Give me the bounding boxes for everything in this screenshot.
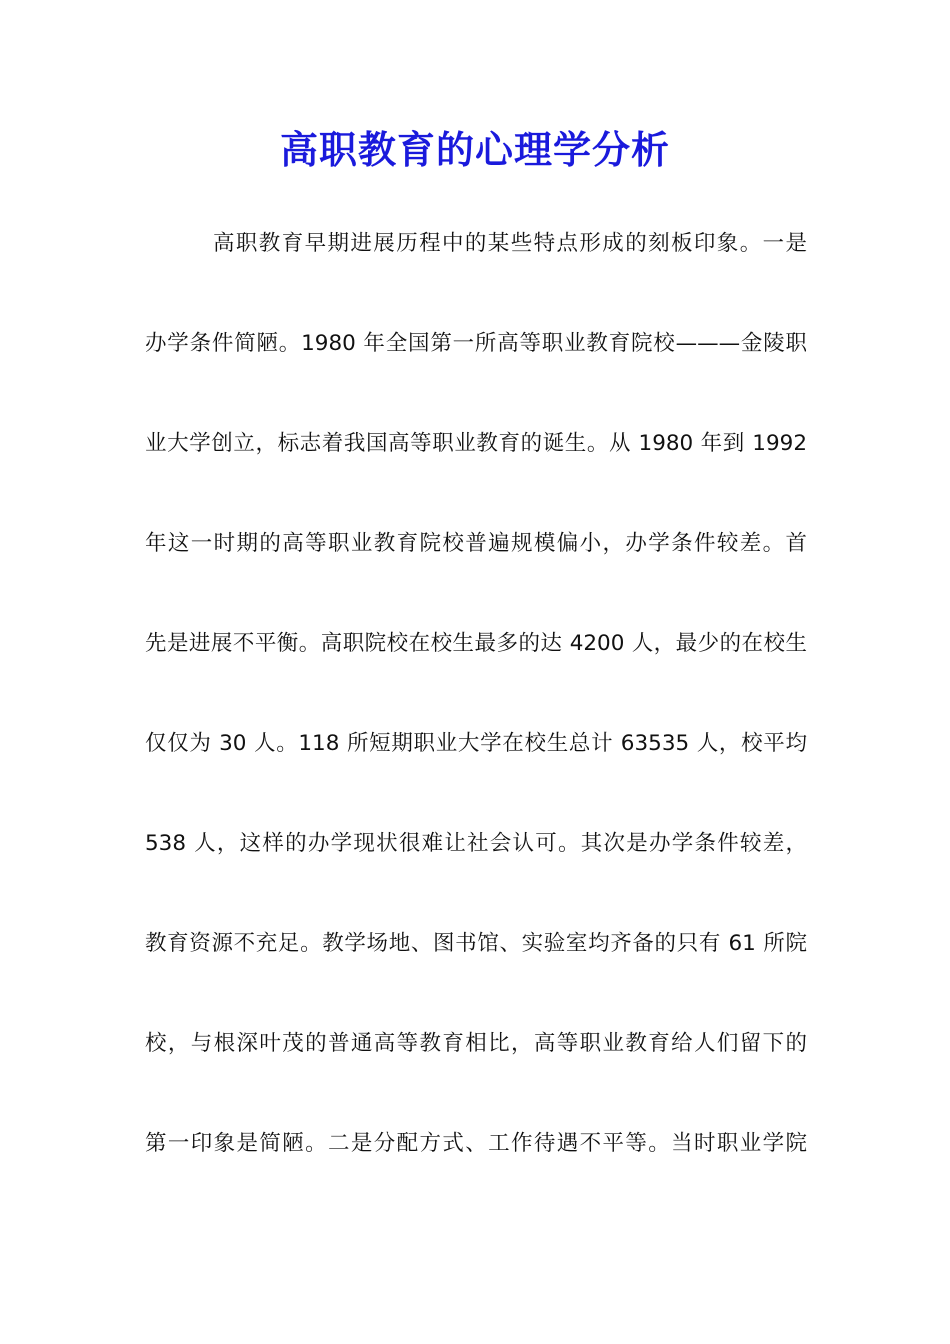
paragraph-line-3: 业大学创立，标志着我国高等职业教育的诞生。从 1980 年到 1992	[145, 431, 807, 456]
paragraph-line-10: 第一印象是简陋。二是分配方式、工作待遇不平等。当时职业学院	[145, 1131, 807, 1156]
paragraph-line-8: 教育资源不充足。教学场地、图书馆、实验室均齐备的只有 61 所院	[145, 931, 807, 956]
paragraph-line-1: 高职教育早期进展历程中的某些特点形成的刻板印象。一是	[213, 231, 807, 256]
paragraph-line-5: 先是进展不平衡。高职院校在校生最多的达 4200 人，最少的在校生	[145, 631, 807, 656]
document-title: 高职教育的心理学分析	[279, 127, 670, 172]
paragraph-line-6: 仅仅为 30 人。118 所短期职业大学在校生总计 63535 人，校平均	[145, 731, 807, 756]
paragraph-line-9: 校，与根深叶茂的普通高等教育相比，高等职业教育给人们留下的	[145, 1031, 807, 1056]
paragraph-line-4: 年这一时期的高等职业教育院校普遍规模偏小，办学条件较差。首	[145, 531, 807, 556]
paragraph-line-7: 538 人，这样的办学现状很难让社会认可。其次是办学条件较差，	[145, 831, 807, 856]
document-body	[145, 214, 807, 1214]
paragraph-line-2: 办学条件简陋。1980 年全国第一所高等职业教育院校———金陵职	[145, 331, 807, 356]
